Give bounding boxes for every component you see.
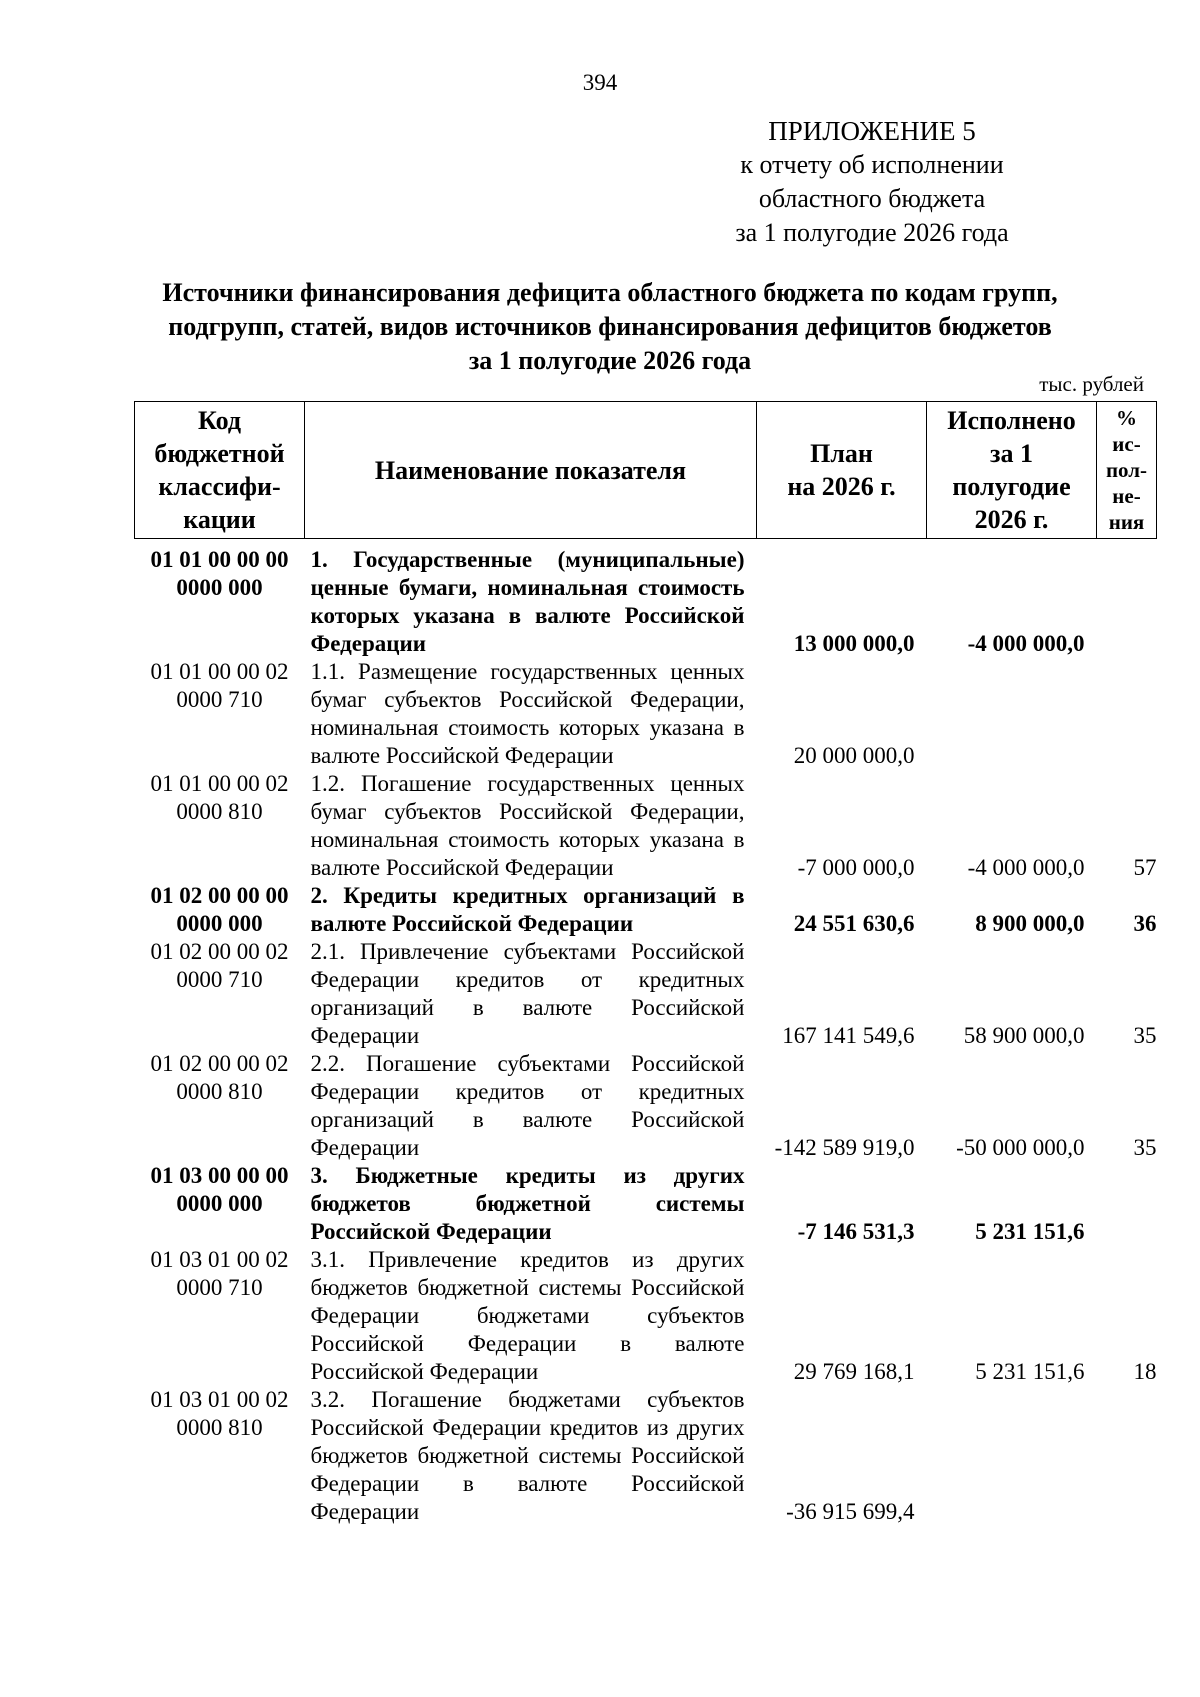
table-row <box>135 770 1157 882</box>
row-name: 1.1. Размещение государственных ценных бумаг субъектов Российской Федерации, номинальная стоимость которых указана в валюте Российской Федерации <box>310 659 745 768</box>
appendix-line: к отчету об исполнении <box>740 150 1004 179</box>
sources-table <box>134 401 1157 1526</box>
header-text: бюджетной <box>154 439 285 468</box>
header-text: не- <box>1112 484 1141 508</box>
row-name: 3. Бюджетные кредиты из других бюджетов бюджетной системы Российской Федерации <box>310 1163 745 1244</box>
row-name: 1. Государственные (муниципальные) ценные бумаги, номинальная стоимость которых указана в валюте Российской Федерации <box>310 547 745 656</box>
header-text: 2026 г. <box>974 505 1049 534</box>
table-row <box>135 539 1157 659</box>
row-executed: 5 231 151,6 <box>975 1359 1085 1384</box>
row-percent <box>1097 1162 1157 1246</box>
table-row <box>135 658 1157 770</box>
row-executed: -50 000 000,0 <box>956 1135 1085 1160</box>
table-row <box>135 1386 1157 1526</box>
row-name: 2.2. Погашение субъектами Российской Федерации кредитов от кредитных организаций в валюте Российской Федерации <box>310 1051 745 1160</box>
row-percent <box>1097 658 1157 770</box>
table-body <box>135 539 1157 1527</box>
row-code: 01 02 00 00 00 0000 000 <box>150 883 289 936</box>
row-plan: 167 141 549,6 <box>782 1023 915 1048</box>
row-executed: 58 900 000,0 <box>963 1023 1085 1048</box>
table-row <box>135 1162 1157 1246</box>
row-code: 01 01 00 00 02 0000 710 <box>150 659 289 712</box>
title-line: подгрупп, статей, видов источников финансирования дефицитов бюджетов <box>168 312 1052 341</box>
row-plan: 29 769 168,1 <box>793 1359 915 1384</box>
header-text: полугодие <box>952 472 1071 501</box>
row-code: 01 02 00 00 02 0000 810 <box>150 1051 289 1104</box>
row-name: 3.2. Погашение бюджетами субъектов Российской Федерации кредитов из других бюджетов бюджетной системы Российской Федерации в валюте Российской Федерации <box>310 1387 745 1524</box>
units-label: тыс. рублей <box>1039 372 1144 396</box>
row-name: 1.2. Погашение государственных ценных бумаг субъектов Российской Федерации, номинальная стоимость которых указана в валюте Российской Федерации <box>310 771 745 880</box>
appendix-header <box>662 114 1082 250</box>
row-plan: -7 000 000,0 <box>797 855 915 880</box>
table-row <box>135 938 1157 1050</box>
page-number: 394 <box>582 70 618 95</box>
row-percent <box>1097 539 1157 659</box>
row-name: 3.1. Привлечение кредитов из других бюджетов бюджетной системы Российской Федерации бюджетами субъектов Российской Федерации в валюте Российской Федерации <box>310 1247 745 1384</box>
row-percent: 18 <box>1133 1359 1157 1384</box>
title-line: Источники финансирования дефицита областного бюджета по кодам групп, <box>162 278 1058 307</box>
row-name: 2.1. Привлечение субъектами Российской Федерации кредитов от кредитных организаций в валюте Российской Федерации <box>310 939 745 1048</box>
row-code: 01 03 00 00 00 0000 000 <box>150 1163 289 1216</box>
header-name: Наименование показателя <box>305 402 757 539</box>
row-plan: -142 589 919,0 <box>774 1135 915 1160</box>
header-text: План <box>810 439 873 468</box>
row-plan: -7 146 531,3 <box>797 1219 915 1244</box>
row-percent <box>1097 1386 1157 1526</box>
appendix-line: за 1 полугодие 2026 года <box>735 218 1009 247</box>
header-text: за 1 <box>990 439 1033 468</box>
header-text: ния <box>1108 510 1145 534</box>
header-text: кации <box>183 505 256 534</box>
row-plan: 13 000 000,0 <box>793 631 915 656</box>
title-line: за 1 полугодие 2026 года <box>468 346 752 375</box>
row-percent: 35 <box>1133 1023 1157 1048</box>
header-text: на 2026 г. <box>787 472 896 501</box>
row-executed: 8 900 000,0 <box>975 911 1085 936</box>
row-executed <box>927 658 1097 770</box>
row-plan: 20 000 000,0 <box>793 743 915 768</box>
row-executed: 5 231 151,6 <box>975 1219 1085 1244</box>
header-percent <box>1097 402 1157 539</box>
row-plan: 24 551 630,6 <box>793 911 915 936</box>
row-executed: -4 000 000,0 <box>967 855 1085 880</box>
header-plan <box>757 402 927 539</box>
row-plan: -36 915 699,4 <box>786 1499 915 1524</box>
row-code: 01 01 00 00 00 0000 000 <box>150 547 289 600</box>
row-percent: 36 <box>1133 911 1157 936</box>
header-code <box>135 402 305 539</box>
header-text: классифи- <box>158 472 281 501</box>
row-percent: 57 <box>1133 855 1157 880</box>
document-title <box>110 276 1110 378</box>
row-percent: 35 <box>1133 1135 1157 1160</box>
row-executed <box>927 1386 1097 1526</box>
header-executed <box>927 402 1097 539</box>
table-row <box>135 1246 1157 1386</box>
row-name: 2. Кредиты кредитных организаций в валюте Российской Федерации <box>310 883 745 936</box>
row-code: 01 03 01 00 02 0000 810 <box>150 1387 289 1440</box>
row-code: 01 01 00 00 02 0000 810 <box>150 771 289 824</box>
header-text: пол- <box>1105 458 1148 482</box>
row-code: 01 03 01 00 02 0000 710 <box>150 1247 289 1300</box>
header-text: % <box>1116 406 1137 430</box>
appendix-line: областного бюджета <box>758 184 986 213</box>
table-row <box>135 1050 1157 1162</box>
header-text: ис- <box>1112 432 1141 456</box>
table-row <box>135 882 1157 938</box>
header-text: Код <box>198 406 241 435</box>
table-header-row <box>135 402 1157 539</box>
row-executed: -4 000 000,0 <box>967 631 1085 656</box>
row-code: 01 02 00 00 02 0000 710 <box>150 939 289 992</box>
header-text: Исполнено <box>947 406 1076 435</box>
appendix-title: ПРИЛОЖЕНИЕ 5 <box>768 116 976 146</box>
